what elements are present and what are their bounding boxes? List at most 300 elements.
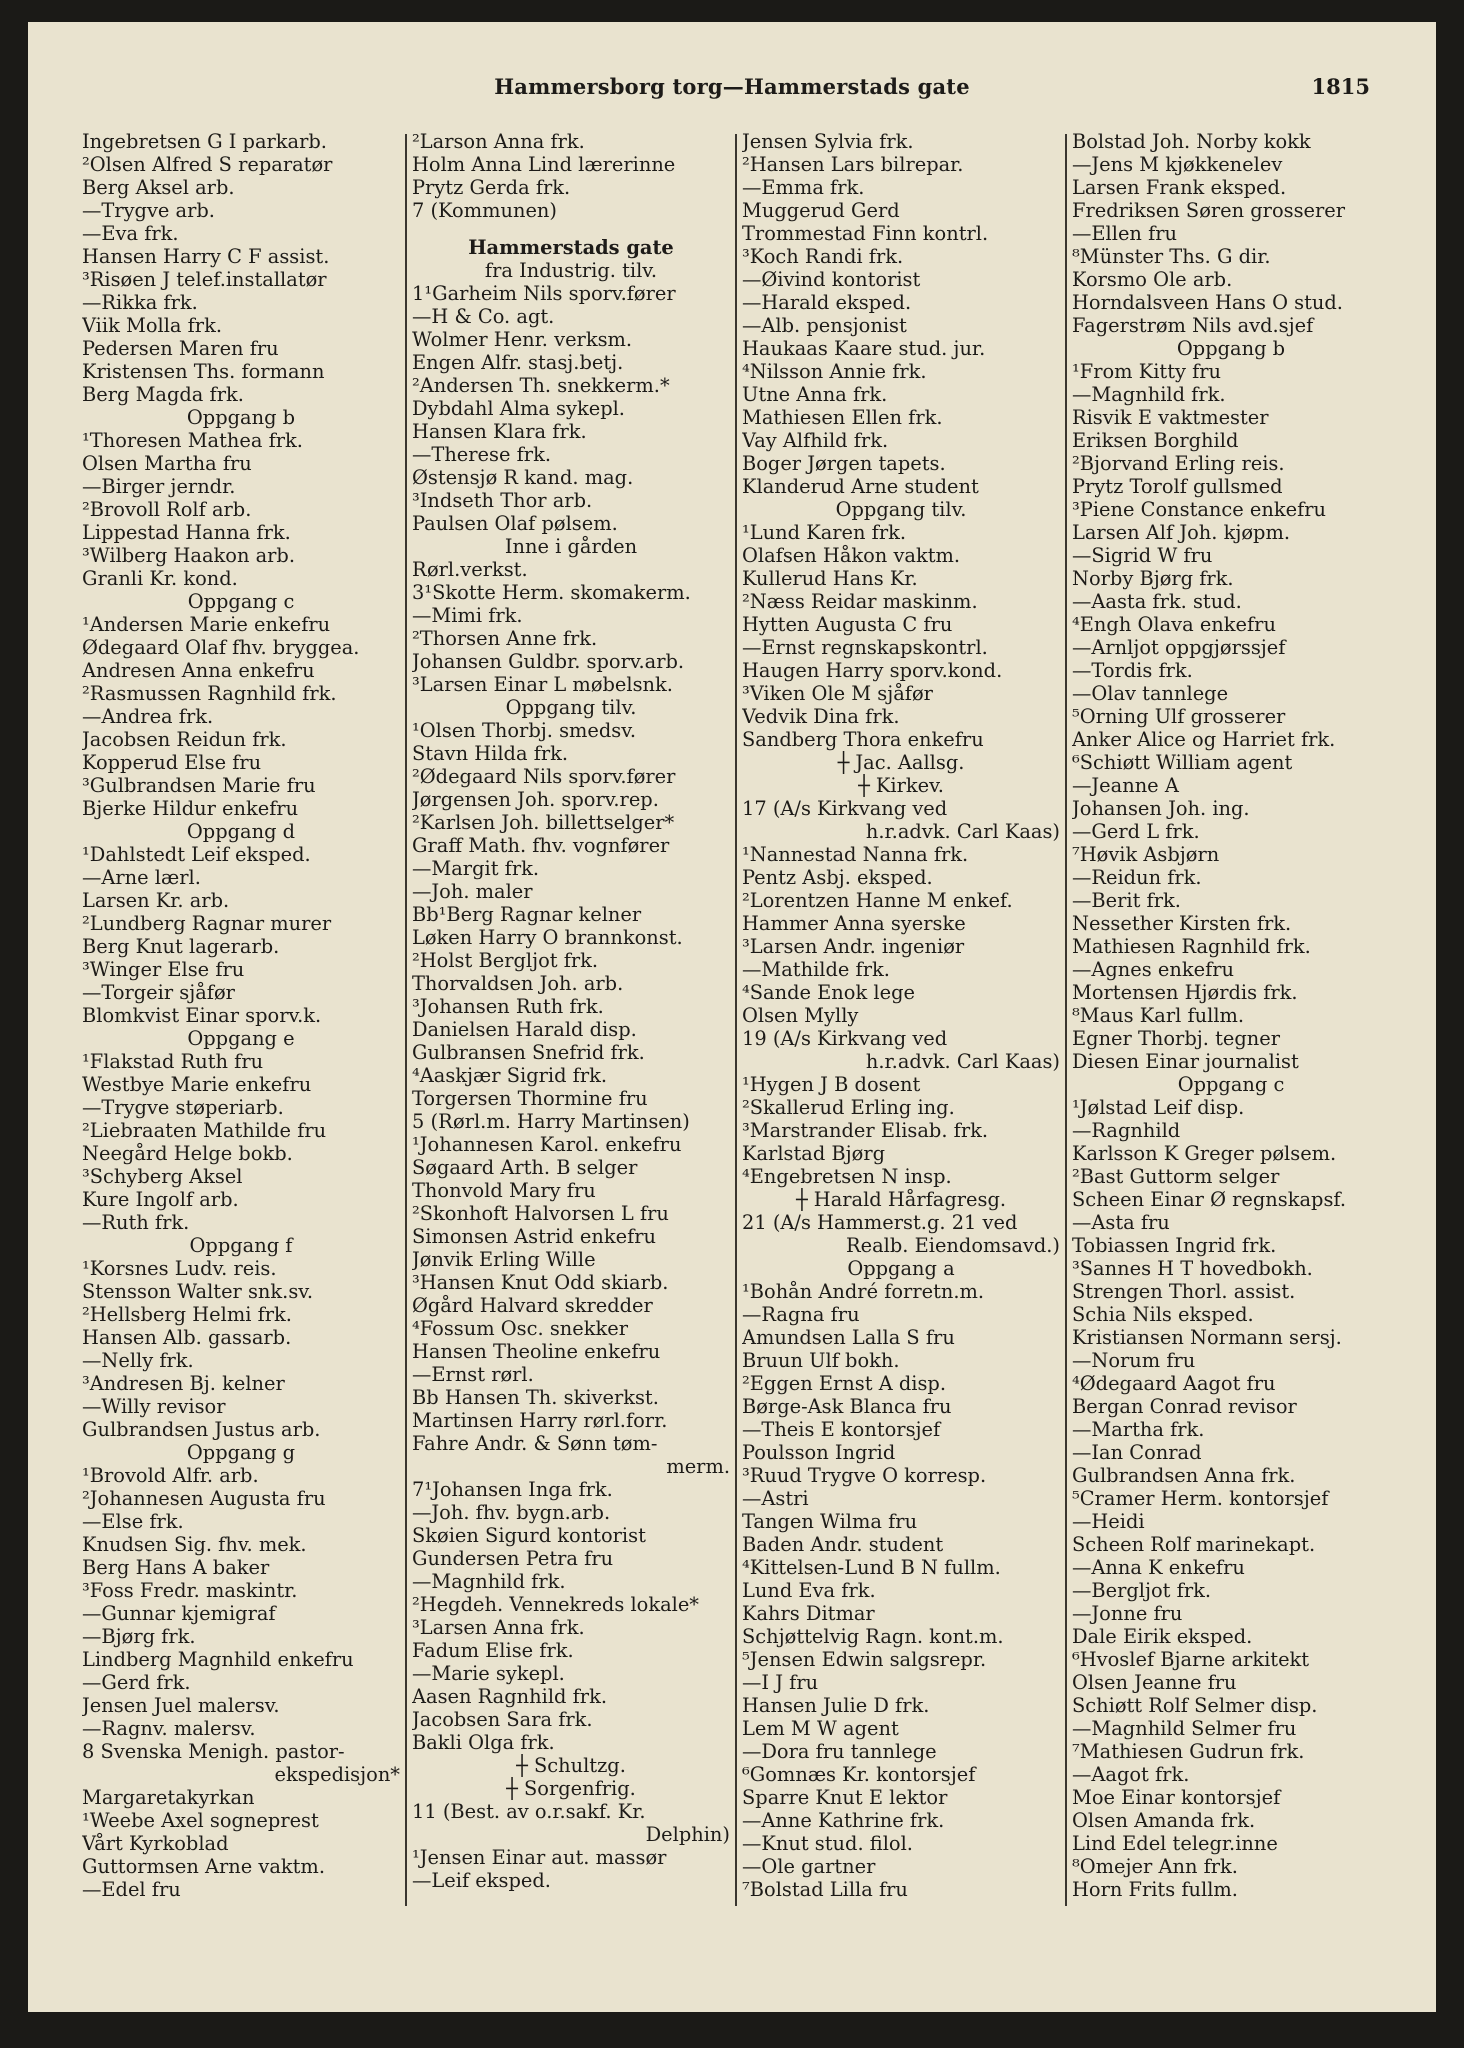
- resident-entry: ⁴Aaskjær Sigrid frk.: [412, 1064, 608, 1087]
- resident-entry: Haugen Harry sporv.kond.: [742, 659, 1003, 682]
- resident-entry: —Ellen fru: [1072, 222, 1178, 245]
- page-title: Hammersborg torg—Hammerstads gate: [494, 74, 970, 99]
- resident-entry: ⁶Hvoslef Bjarne arkitekt: [1072, 1648, 1310, 1671]
- resident-entry: Kopperud Else fru: [82, 751, 262, 774]
- resident-entry: Jacobsen Sara frk.: [412, 1708, 593, 1731]
- section-label: Oppgang b: [186, 406, 296, 429]
- resident-entry: —Trygve arb.: [82, 199, 215, 222]
- resident-entry: Schiøtt Rolf Selmer disp.: [1072, 1694, 1318, 1717]
- resident-entry: ⁴Engebretsen N insp.: [742, 1165, 952, 1188]
- resident-entry: Haukaas Kaare stud. jur.: [742, 337, 986, 360]
- resident-entry: Jacobsen Reidun frk.: [82, 728, 287, 751]
- resident-entry: —Anne Kathrine frk.: [742, 1809, 945, 1832]
- resident-entry: ⁴Fossum Osc. snekker: [412, 1317, 628, 1340]
- resident-entry: —Aagot frk.: [1072, 1763, 1190, 1786]
- resident-entry: ³Foss Fredr. maskintr.: [82, 1579, 298, 1602]
- resident-entry: —Ragnv. malersv.: [82, 1717, 256, 1740]
- resident-entry: —Bergljot frk.: [1072, 1579, 1212, 1602]
- page-header: [28, 68, 1436, 108]
- house-entry: 8 Svenska Menigh. pastor-: [82, 1740, 345, 1763]
- resident-entry: ³Gulbrandsen Marie fru: [82, 774, 316, 797]
- resident-entry: Egner Thorbj. tegner: [1072, 1027, 1280, 1050]
- resident-entry: ¹Johannesen Karol. enkefru: [412, 1133, 682, 1156]
- house-entry: 19 (A/s Kirkvang ved: [742, 1027, 948, 1050]
- house-entry: 5 (Rørl.m. Harry Martinsen): [412, 1110, 690, 1133]
- resident-entry: Baden Andr. student: [742, 1533, 944, 1556]
- resident-entry: —Norum fru: [1072, 1349, 1196, 1372]
- resident-entry: Horn Frits fullm.: [1072, 1878, 1238, 1901]
- resident-entry: Jønvik Erling Wille: [412, 1248, 596, 1271]
- resident-entry: Anker Alice og Harriet frk.: [1072, 728, 1336, 751]
- resident-entry: Wolmer Henr. verksm.: [412, 328, 633, 351]
- resident-entry: Larsen Kr. arb.: [82, 889, 230, 912]
- resident-entry: ²Holst Bergljot frk.: [412, 949, 599, 972]
- resident-entry: ³Larsen Anna frk.: [412, 1616, 585, 1639]
- resident-entry: Eriksen Borghild: [1072, 429, 1239, 452]
- resident-entry: —H & Co. agt.: [412, 305, 555, 328]
- resident-entry: —Bjørg frk.: [82, 1625, 196, 1648]
- resident-entry: Thorvaldsen Joh. arb.: [412, 972, 624, 995]
- resident-entry: Stensson Walter snk.sv.: [82, 1280, 314, 1303]
- resident-entry: ¹Olsen Thorbj. smedsv.: [412, 719, 637, 742]
- resident-entry: Ødegaard Olaf fhv. bryggea.: [82, 636, 360, 659]
- resident-entry: Jørgensen Joh. sporv.rep.: [412, 788, 659, 811]
- resident-entry: ²Eggen Ernst A disp.: [742, 1372, 947, 1395]
- resident-entry: —Trygve støperiarb.: [82, 1096, 284, 1119]
- resident-entry: —Theis E kontorsjef: [742, 1418, 941, 1441]
- resident-entry: Skøien Sigurd kontorist: [412, 1524, 646, 1547]
- resident-entry: —Astri: [742, 1487, 809, 1510]
- resident-entry: ³Viken Ole M sjåfør: [742, 682, 933, 705]
- resident-entry: Mortensen Hjørdis frk.: [1072, 981, 1298, 1004]
- resident-entry: ¹Korsnes Ludv. reis.: [82, 1257, 277, 1280]
- column-3: [742, 130, 1060, 1910]
- resident-entry: Bergan Conrad revisor: [1072, 1395, 1297, 1418]
- resident-entry: Utne Anna frk.: [742, 383, 888, 406]
- resident-entry: ³Larsen Einar L møbelsnk.: [412, 673, 673, 696]
- resident-entry: Prytz Torolf gullsmed: [1072, 475, 1283, 498]
- resident-entry: Kristensen Ths. formann: [82, 360, 325, 383]
- resident-entry: Olsen Amanda frk.: [1072, 1809, 1256, 1832]
- resident-entry: ¹Hygen J B dosent: [742, 1073, 921, 1096]
- resident-entry: Hansen Theoline enkefru: [412, 1340, 661, 1363]
- resident-entry: —Jens M kjøkkenelev: [1072, 153, 1283, 176]
- resident-entry: ⁶Schiøtt William agent: [1072, 751, 1293, 774]
- resident-entry: Olsen Jeanne fru: [1072, 1671, 1237, 1694]
- resident-entry: ⁴Nilsson Annie frk.: [742, 360, 927, 383]
- resident-entry: Scheen Einar Ø regnskapsf.: [1072, 1188, 1347, 1211]
- resident-entry: ³Risøen J telef.installatør: [82, 268, 327, 291]
- resident-entry: ¹Andersen Marie enkefru: [82, 613, 331, 636]
- resident-entry: ⁵Jensen Edwin salgsrepr.: [742, 1648, 987, 1671]
- resident-entry: ²Liebraaten Mathilde fru: [82, 1119, 327, 1142]
- resident-entry: —Alb. pensjonist: [742, 314, 907, 337]
- resident-entry: —Martha frk.: [1072, 1418, 1205, 1441]
- resident-entry: ²Andersen Th. snekkerm.*: [412, 374, 670, 397]
- resident-entry: ²Hegdeh. Vennekreds lokale*: [412, 1593, 700, 1616]
- resident-entry: Johansen Guldbr. sporv.arb.: [412, 650, 685, 673]
- house-entry: 1¹Garheim Nils sporv.fører: [412, 282, 676, 305]
- resident-entry: —Torgeir sjåfør: [82, 981, 235, 1004]
- resident-entry: Hansen Harry C F assist.: [82, 245, 330, 268]
- resident-entry: ²Skallerud Erling ing.: [742, 1096, 955, 1119]
- resident-entry: Granli Kr. kond.: [82, 567, 238, 590]
- resident-entry: Klanderud Arne student: [742, 475, 979, 498]
- resident-entry: Vedvik Dina frk.: [742, 705, 900, 728]
- house-entry: 17 (A/s Kirkvang ved: [742, 797, 948, 820]
- cross-street: ┼ Harald Hårfagresg.: [795, 1188, 1007, 1211]
- resident-entry: —Willy revisor: [82, 1395, 226, 1418]
- resident-entry: ²Skonhoft Halvorsen L fru: [412, 1202, 669, 1225]
- resident-entry: ⁷Høvik Asbjørn: [1072, 843, 1220, 866]
- resident-entry: Fadum Elise frk.: [412, 1639, 574, 1662]
- resident-entry: Bjerke Hildur enkefru: [82, 797, 299, 820]
- resident-entry: —Birger jerndr.: [82, 475, 236, 498]
- continuation-line: h.r.advk. Carl Kaas): [865, 820, 1060, 843]
- resident-entry: —Sigrid W fru: [1072, 544, 1213, 567]
- resident-entry: Bruun Ulf bokh.: [742, 1349, 900, 1372]
- section-label: Oppgang tilv.: [835, 498, 967, 521]
- resident-entry: ³Schyberg Aksel: [82, 1165, 243, 1188]
- resident-entry: Mathiesen Ellen frk.: [742, 406, 943, 429]
- resident-entry: Østensjø R kand. mag.: [412, 466, 634, 489]
- resident-entry: Torgersen Thormine fru: [412, 1087, 648, 1110]
- resident-entry: ²Hellsberg Helmi frk.: [82, 1303, 292, 1326]
- resident-entry: ¹Jensen Einar aut. massør: [412, 1846, 667, 1869]
- column-divider: [735, 134, 737, 1906]
- resident-entry: Fredriksen Søren grosserer: [1072, 199, 1346, 222]
- resident-entry: —Emma frk.: [742, 176, 865, 199]
- resident-entry: ⁴Ødegaard Aagot fru: [1072, 1372, 1276, 1395]
- resident-entry: Bolstad Joh. Norby kokk: [1072, 130, 1311, 153]
- resident-entry: Risvik E vaktmester: [1072, 406, 1269, 429]
- resident-entry: Horndalsveen Hans O stud.: [1072, 291, 1343, 314]
- resident-entry: —Dora fru tannlege: [742, 1740, 937, 1763]
- resident-entry: Larsen Alf Joh. kjøpm.: [1072, 521, 1290, 544]
- resident-entry: ¹Bohån André forretn.m.: [742, 1280, 985, 1303]
- resident-entry: ²Bast Guttorm selger: [1072, 1165, 1280, 1188]
- resident-entry: Dybdahl Alma sykepl.: [412, 397, 625, 420]
- resident-entry: Tobiassen Ingrid frk.: [1072, 1234, 1277, 1257]
- resident-entry: ¹Lund Karen frk.: [742, 521, 907, 544]
- resident-entry: Hytten Augusta C fru: [742, 613, 953, 636]
- house-entry: 11 (Best. av o.r.sakf. Kr.: [412, 1800, 646, 1823]
- house-entry: 7 (Kommunen): [412, 199, 557, 222]
- resident-entry: Fahre Andr. & Sønn tøm-: [412, 1432, 658, 1455]
- column-divider: [1065, 134, 1067, 1906]
- house-entry: Bb¹Berg Ragnar kelner: [412, 903, 642, 926]
- resident-entry: Løken Harry O brannkonst.: [412, 926, 683, 949]
- resident-entry: Kristiansen Normann sersj.: [1072, 1326, 1342, 1349]
- resident-entry: Tangen Wilma fru: [742, 1510, 918, 1533]
- resident-entry: ²Larson Anna frk.: [412, 130, 585, 153]
- resident-entry: —Jeanne A: [1072, 774, 1179, 797]
- resident-entry: Hansen Alb. gassarb.: [82, 1326, 292, 1349]
- resident-entry: ³Hansen Knut Odd skiarb.: [412, 1271, 669, 1294]
- column-4: [1072, 130, 1390, 1910]
- resident-entry: —Eva frk.: [82, 222, 179, 245]
- resident-entry: ¹Brovold Alfr. arb.: [82, 1464, 259, 1487]
- resident-entry: Holm Anna Lind lærerinne: [412, 153, 676, 176]
- resident-entry: Schjøttelvig Ragn. kont.m.: [742, 1625, 1004, 1648]
- resident-entry: Lem M W agent: [742, 1717, 899, 1740]
- resident-entry: —Therese frk.: [412, 443, 551, 466]
- resident-entry: —Nelly frk.: [82, 1349, 194, 1372]
- resident-entry: —Olav tannlege: [1072, 682, 1229, 705]
- resident-entry: —Ragnhild: [1072, 1119, 1181, 1142]
- resident-entry: Simonsen Astrid enkefru: [412, 1225, 657, 1248]
- resident-entry: ¹Weebe Axel sogneprest: [82, 1809, 319, 1832]
- resident-entry: Muggerud Gerd: [742, 199, 900, 222]
- resident-entry: Gulbrandsen Justus arb.: [82, 1418, 321, 1441]
- resident-entry: ²Ødegaard Nils sporv.fører: [412, 765, 676, 788]
- resident-entry: Kullerud Hans Kr.: [742, 567, 918, 590]
- resident-entry: Andresen Anna enkefru: [82, 659, 315, 682]
- cross-street: ┼ Schultzg.: [516, 1754, 626, 1777]
- resident-entry: Lindberg Magnhild enkefru: [82, 1648, 354, 1671]
- resident-entry: Nessether Kirsten frk.: [1072, 912, 1292, 935]
- resident-entry: ⁵Orning Ulf grosserer: [1072, 705, 1286, 728]
- resident-entry: Jensen Juel malersv.: [82, 1694, 280, 1717]
- section-label: Oppgang a: [847, 1257, 955, 1280]
- resident-entry: Øgård Halvard skredder: [412, 1294, 653, 1317]
- resident-entry: Graff Math. fhv. vognfører: [412, 834, 670, 857]
- resident-entry: ⁴Sande Enok lege: [742, 981, 915, 1004]
- resident-entry: —Margit frk.: [412, 857, 540, 880]
- resident-entry: —Arne lærl.: [82, 866, 201, 889]
- resident-entry: —Ernst rørl.: [412, 1363, 534, 1386]
- resident-entry: Olsen Mylly: [742, 1004, 859, 1027]
- cross-street: ┼ Jac. Aallsg.: [837, 751, 965, 774]
- resident-entry: Berg Magda frk.: [82, 383, 244, 406]
- resident-entry: —Ian Conrad: [1072, 1441, 1202, 1464]
- continuation-line: ekspedisjon*: [274, 1763, 400, 1786]
- resident-entry: Pedersen Maren fru: [82, 337, 279, 360]
- resident-entry: ³Wilberg Haakon arb.: [82, 544, 296, 567]
- resident-entry: Strengen Thorl. assist.: [1072, 1280, 1296, 1303]
- resident-entry: ⁵Cramer Herm. kontorsjef: [1072, 1487, 1329, 1510]
- resident-entry: ²Bjorvand Erling reis.: [1072, 452, 1285, 475]
- column-2: [412, 130, 730, 1910]
- resident-entry: —Ole gartner: [742, 1855, 876, 1878]
- resident-entry: ³Johansen Ruth frk.: [412, 995, 604, 1018]
- resident-entry: Jensen Sylvia frk.: [742, 130, 914, 153]
- house-entry: 3¹Skotte Herm. skomakerm.: [412, 581, 691, 604]
- resident-entry: Danielsen Harald disp.: [412, 1018, 637, 1041]
- resident-entry: ⁸Maus Karl fullm.: [1072, 1004, 1245, 1027]
- resident-entry: Viik Molla frk.: [82, 314, 222, 337]
- resident-entry: Hansen Klara frk.: [412, 420, 587, 443]
- resident-entry: Korsmo Ole arb.: [1072, 268, 1233, 291]
- resident-entry: Sandberg Thora enkefru: [742, 728, 984, 751]
- continuation-line: h.r.advk. Carl Kaas): [865, 1050, 1060, 1073]
- resident-entry: ³Ruud Trygve O korresp.: [742, 1464, 987, 1487]
- directory-page: [28, 22, 1436, 2012]
- resident-entry: —Anna K enkefru: [1072, 1556, 1245, 1579]
- resident-entry: Knudsen Sig. fhv. mek.: [82, 1533, 307, 1556]
- section-label: Oppgang d: [186, 820, 296, 843]
- resident-entry: Blomkvist Einar sporv.k.: [82, 1004, 322, 1027]
- resident-entry: —Reidun frk.: [1072, 866, 1202, 889]
- resident-entry: ¹Flakstad Ruth fru: [82, 1050, 264, 1073]
- resident-entry: Scheen Rolf marinekapt.: [1072, 1533, 1316, 1556]
- resident-entry: Pentz Asbj. eksped.: [742, 866, 933, 889]
- resident-entry: ³Sannes H T hovedbokh.: [1072, 1257, 1313, 1280]
- resident-entry: —Asta fru: [1072, 1211, 1170, 1234]
- cross-street: ┼ Kirkev.: [858, 774, 944, 797]
- resident-entry: —Knut stud. filol.: [742, 1832, 913, 1855]
- resident-entry: ³Marstrander Elisab. frk.: [742, 1119, 989, 1142]
- resident-entry: Schia Nils eksped.: [1072, 1303, 1254, 1326]
- resident-entry: Moe Einar kontorsjef: [1072, 1786, 1281, 1809]
- resident-entry: —Edel fru: [82, 1878, 181, 1901]
- resident-entry: Ingebretsen G I parkarb.: [82, 130, 327, 153]
- resident-entry: Amundsen Lalla S fru: [742, 1326, 955, 1349]
- resident-entry: Martinsen Harry rørl.forr.: [412, 1409, 668, 1432]
- resident-entry: ¹Thoresen Mathea frk.: [82, 429, 303, 452]
- resident-entry: Kahrs Ditmar: [742, 1602, 875, 1625]
- continuation-line: Delphin): [645, 1823, 730, 1846]
- resident-entry: ⁷Mathiesen Gudrun frk.: [1072, 1740, 1305, 1763]
- resident-entry: ³Koch Randi frk.: [742, 245, 904, 268]
- resident-entry: Westbye Marie enkefru: [82, 1073, 312, 1096]
- resident-entry: —I J fru: [742, 1671, 819, 1694]
- house-entry: 7¹Johansen Inga frk.: [412, 1478, 613, 1501]
- resident-entry: ⁷Bolstad Lilla fru: [742, 1878, 908, 1901]
- resident-entry: Dale Eirik eksped.: [1072, 1625, 1253, 1648]
- resident-entry: Aasen Ragnhild frk.: [412, 1685, 607, 1708]
- resident-entry: —Ruth frk.: [82, 1211, 190, 1234]
- resident-entry: Paulsen Olaf pølsem.: [412, 512, 618, 535]
- section-label: Oppgang b: [1176, 337, 1286, 360]
- resident-entry: ¹Dahlstedt Leif eksped.: [82, 843, 311, 866]
- resident-entry: Kure Ingolf arb.: [82, 1188, 239, 1211]
- section-label: Oppgang g: [186, 1441, 296, 1464]
- resident-entry: Diesen Einar journalist: [1072, 1050, 1299, 1073]
- section-label: Inne i gården: [504, 535, 638, 558]
- resident-entry: —Arnljot oppgjørssjef: [1072, 636, 1286, 659]
- continuation-line: merm.: [666, 1455, 730, 1478]
- resident-entry: Gundersen Petra fru: [412, 1547, 614, 1570]
- resident-entry: Stavn Hilda frk.: [412, 742, 569, 765]
- resident-entry: ³Winger Else fru: [82, 958, 245, 981]
- resident-entry: Boger Jørgen tapets.: [742, 452, 946, 475]
- continuation-line: Realb. Eiendomsavd.): [846, 1234, 1060, 1257]
- page-number: 1815: [1311, 74, 1370, 99]
- directory-columns: [82, 130, 1398, 1920]
- resident-entry: ³Andresen Bj. kelner: [82, 1372, 285, 1395]
- resident-entry: Lund Eva frk.: [742, 1579, 876, 1602]
- resident-entry: ²Lundberg Ragnar murer: [82, 912, 332, 935]
- resident-entry: Hammer Anna syerske: [742, 912, 966, 935]
- resident-entry: Vårt Kyrkoblad: [82, 1832, 229, 1855]
- resident-entry: ¹Nannestad Nanna frk.: [742, 843, 969, 866]
- resident-entry: ⁴Engh Olava enkefru: [1072, 613, 1276, 636]
- section-label: Oppgang tilv.: [505, 696, 637, 719]
- resident-entry: Børge-Ask Blanca fru: [742, 1395, 952, 1418]
- resident-entry: Johansen Joh. ing.: [1072, 797, 1250, 820]
- resident-entry: ⁸Omejer Ann frk.: [1072, 1855, 1238, 1878]
- resident-entry: Norby Bjørg frk.: [1072, 567, 1234, 590]
- resident-entry: Engen Alfr. stasj.betj.: [412, 351, 624, 374]
- resident-entry: —Aasta frk. stud.: [1072, 590, 1242, 613]
- resident-entry: —Ernst regnskapskontrl.: [742, 636, 988, 659]
- resident-entry: ²Karlsen Joh. billettselger*: [412, 811, 675, 834]
- resident-entry: ²Johannesen Augusta fru: [82, 1487, 326, 1510]
- section-label: Oppgang c: [187, 590, 295, 613]
- resident-entry: —Joh. maler: [412, 880, 533, 903]
- resident-entry: —Joh. fhv. bygn.arb.: [412, 1501, 611, 1524]
- resident-entry: —Øivind kontorist: [742, 268, 921, 291]
- spacer: [412, 222, 730, 236]
- resident-entry: Olafsen Håkon vaktm.: [742, 544, 961, 567]
- resident-entry: —Tordis frk.: [1072, 659, 1193, 682]
- resident-entry: ²Thorsen Anne frk.: [412, 627, 598, 650]
- house-entry: 21 (A/s Hammerst.g. 21 ved: [742, 1211, 1018, 1234]
- resident-entry: —Berit frk.: [1072, 889, 1181, 912]
- resident-entry: —Magnhild frk.: [1072, 383, 1226, 406]
- house-entry: Bb Hansen Th. skiverkst.: [412, 1386, 659, 1409]
- resident-entry: ³Indseth Thor arb.: [412, 489, 593, 512]
- resident-entry: Margaretakyrkan: [82, 1786, 255, 1809]
- resident-entry: Berg Hans A baker: [82, 1556, 270, 1579]
- resident-entry: Poulsson Ingrid: [742, 1441, 896, 1464]
- resident-entry: —Else frk.: [82, 1510, 184, 1533]
- section-label: fra Industrig. tilv.: [484, 259, 658, 282]
- resident-entry: —Rikka frk.: [82, 291, 198, 314]
- resident-entry: —Harald eksped.: [742, 291, 912, 314]
- resident-entry: —Andrea frk.: [82, 705, 214, 728]
- resident-entry: ³Piene Constance enkefru: [1072, 498, 1327, 521]
- resident-entry: ⁶Gomnæs Kr. kontorsjef: [742, 1763, 976, 1786]
- resident-entry: ¹Jølstad Leif disp.: [1072, 1096, 1245, 1119]
- resident-entry: Mathiesen Ragnhild frk.: [1072, 935, 1311, 958]
- resident-entry: Lind Edel telegr.inne: [1072, 1832, 1278, 1855]
- section-label: Oppgang f: [189, 1234, 293, 1257]
- resident-entry: Gulbransen Snefrid frk.: [412, 1041, 645, 1064]
- resident-entry: Karlsson K Greger pølsem.: [1072, 1142, 1337, 1165]
- resident-entry: Berg Knut lagerarb.: [82, 935, 280, 958]
- resident-entry: Søgaard Arth. B selger: [412, 1156, 638, 1179]
- resident-entry: Larsen Frank eksped.: [1072, 176, 1287, 199]
- resident-entry: ²Hansen Lars bilrepar.: [742, 153, 964, 176]
- resident-entry: Berg Aksel arb.: [82, 176, 235, 199]
- cross-street: ┼ Sorgenfrig.: [506, 1777, 636, 1800]
- resident-entry: Hansen Julie D frk.: [742, 1694, 930, 1717]
- resident-entry: —Magnhild Selmer fru: [1072, 1717, 1297, 1740]
- section-label: Oppgang e: [187, 1027, 295, 1050]
- resident-entry: Lippestad Hanna frk.: [82, 521, 291, 544]
- resident-entry: ²Brovoll Rolf arb.: [82, 498, 252, 521]
- resident-entry: —Heidi: [1072, 1510, 1145, 1533]
- street-heading: Hammerstads gate: [468, 236, 674, 259]
- resident-entry: —Jonne fru: [1072, 1602, 1183, 1625]
- resident-entry: Thonvold Mary fru: [412, 1179, 596, 1202]
- resident-entry: Bakli Olga frk.: [412, 1731, 555, 1754]
- resident-entry: ¹From Kitty fru: [1072, 360, 1222, 383]
- resident-entry: ²Rasmussen Ragnhild frk.: [82, 682, 337, 705]
- resident-entry: Karlstad Bjørg: [742, 1142, 886, 1165]
- resident-entry: Sparre Knut E lektor: [742, 1786, 948, 1809]
- resident-entry: Vay Alfhild frk.: [742, 429, 889, 452]
- resident-entry: ⁴Kittelsen-Lund B N fullm.: [742, 1556, 1001, 1579]
- resident-entry: —Marie sykepl.: [412, 1662, 565, 1685]
- resident-entry: Olsen Martha fru: [82, 452, 252, 475]
- resident-entry: —Gunnar kjemigraf: [82, 1602, 276, 1625]
- resident-entry: Gulbrandsen Anna frk.: [1072, 1464, 1296, 1487]
- resident-entry: —Ragna fru: [742, 1303, 860, 1326]
- resident-entry: Neegård Helge bokb.: [82, 1142, 293, 1165]
